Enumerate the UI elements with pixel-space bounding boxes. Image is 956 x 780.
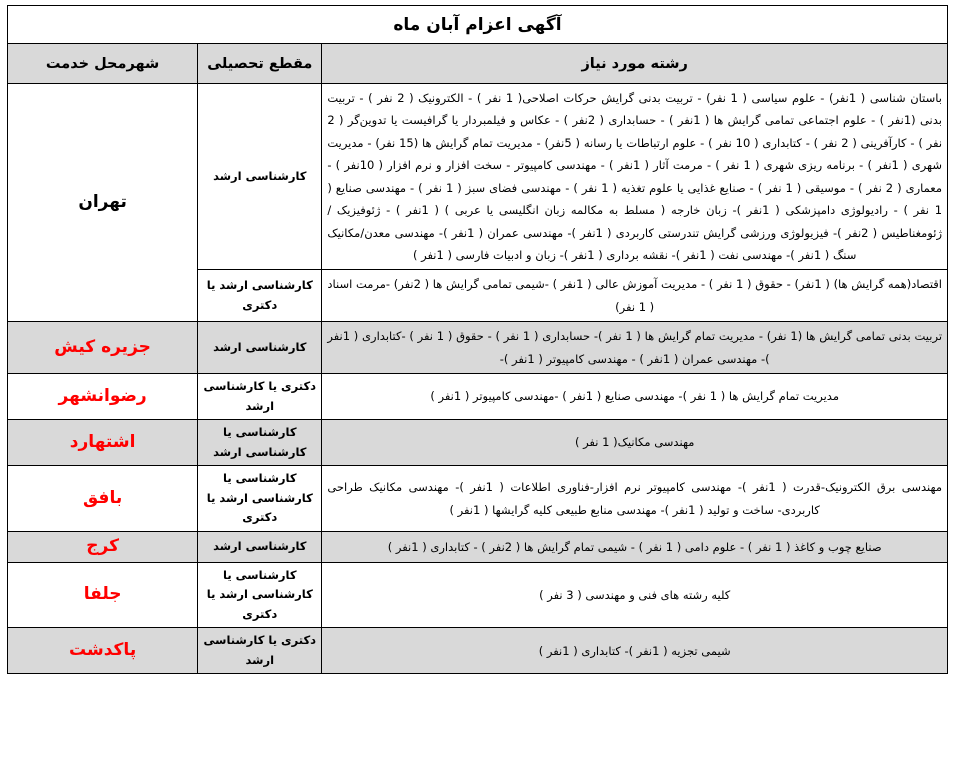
cell-field: مهندسی برق الکترونیک-قدرت ( 1نفر )- مهندسی کامپیوتر نرم افزار-فناوری اطلاعات ( 1نفر )- مهندسی مکانیک طراحی کاربردی- ساخت و تولید ( 1نفر )- مهندسی منابع طبیعی کلیه گرایشها ( 1نفر ): [322, 466, 948, 532]
cell-degree: کارشناسی ارشد: [198, 531, 322, 562]
cell-city: پاکدشت: [8, 628, 198, 674]
cell-field: صنایع چوب و کاغذ ( 1 نفر ) - علوم دامی ( 1 نفر ) - شیمی تمام گرایش ها ( 2نفر ) - کتابداری ( 1نفر ): [322, 531, 948, 562]
cell-city: جزیره کیش: [8, 322, 198, 374]
cell-city: کرج: [8, 531, 198, 562]
cell-degree: دکتری یا کارشناسی ارشد: [198, 374, 322, 420]
cell-city: اشتهارد: [8, 420, 198, 466]
cell-field: شیمی تجزیه ( 1نفر )- کتابداری ( 1نفر ): [322, 628, 948, 674]
cell-degree: کارشناسی یا کارشناسی ارشد یا دکتری: [198, 562, 322, 628]
table-row: [8, 322, 948, 374]
cell-field: کلیه رشته های فنی و مهندسی ( 3 نفر ): [322, 562, 948, 628]
table-row: [8, 628, 948, 674]
column-header-field: رشته مورد نیاز: [322, 44, 948, 84]
table-row: [8, 562, 948, 628]
page-title: آگهی اعزام آبان ماه: [8, 6, 948, 44]
table-body: [8, 6, 948, 674]
table-row: [8, 374, 948, 420]
cell-field: اقتصاد(همه گرایش ها) ( 1نفر) - حقوق ( 1 نفر ) - مدیریت آموزش عالی ( 1نفر ) -شیمی تمامی گرایش ها ( 2نفر) -مرمت اسناد ( 1 نفر): [322, 270, 948, 322]
cell-field: مهندسی مکانیک( 1 نفر ): [322, 420, 948, 466]
cell-field: باستان شناسی ( 1نفر) - علوم سیاسی ( 1 نفر) - تربیت بدنی گرایش حرکات اصلاحی( 1 نفر ) - الکترونیک ( 2 نفر ) - تربیت بدنی (1نفر ) - علوم اجتماعی تمامی گرایش ها ( 1نفر ) - حسابداری ( 2نفر ) - عکاس و فیلمبردار یا گرافیست یا تدوین‌گر ( 2 نفر ) - کارآفرینی ( 2 نفر ) - کتابداری ( 10 نفر ) - علوم ارتباطات یا رسانه ( 5نفر) - مدیریت تمام گرایش ها (15 نفر) - مدیریت شهری ( 1نفر ) - برنامه ریزی شهری ( 1 نفر ) - مرمت آثار ( 1نفر ) - مهندسی کامپیوتر - سخت افزار و نرم افزار ( 10نفر ) - معماری ( 2 نفر ) - موسیقی ( 1 نفر ) - صنایع غذایی یا علوم تغذیه ( 1 نفر ) - مهندسی فضای سبز ( 1 نفر ) - مهندسی صنایع ( 1 نفر ) - رادیولوژی دامپزشکی ( 1نفر )- زبان خارجه ( مسلط به مکالمه زبان انگلیسی یا عربی ) ( 1نفر ) - ژئوفیزیک / ژئومغناطیس ( 2نفر )- فیزیولوژی ورزشی گرایش تندرستی کاربردی ( 1نفر )- مهندسی عمران ( 1نفر )- مهندسی معدن/مکانیک سنگ ( 1نفر )- مهندسی نفت ( 1نفر )- نقشه برداری ( 1نفر )- زبان و ادبیات فارسی ( 1نفر ): [322, 84, 948, 270]
table-row: [8, 531, 948, 562]
table-header-row: [8, 44, 948, 84]
table-row: [8, 84, 948, 270]
cell-city: جلفا: [8, 562, 198, 628]
cell-degree: کارشناسی ارشد یا دکتری: [198, 270, 322, 322]
cell-city: رضوانشهر: [8, 374, 198, 420]
table-row: [8, 420, 948, 466]
cell-degree: کارشناسی ارشد: [198, 322, 322, 374]
cell-degree: دکتری یا کارشناسی ارشد: [198, 628, 322, 674]
column-header-degree: مقطع تحصیلی: [198, 44, 322, 84]
table-row: [8, 466, 948, 532]
cell-city: تهران: [8, 84, 198, 322]
cell-degree: کارشناسی یا کارشناسی ارشد یا دکتری: [198, 466, 322, 532]
cell-field: تربیت بدنی تمامی گرایش ها (1 نفر) - مدیریت تمام گرایش ها ( 1 نفر )- حسابداری ( 1 نفر ) - حقوق ( 1 نفر ) -کتابداری ( 1نفر )- مهندسی عمران ( 1نفر ) - مهندسی کامپیوتر ( 1نفر )-: [322, 322, 948, 374]
column-header-city: شهرمحل خدمت: [8, 44, 198, 84]
announcement-table-container: [7, 5, 948, 674]
cell-city: بافق: [8, 466, 198, 532]
title-row: [8, 6, 948, 44]
cell-field: مدیریت تمام گرایش ها ( 1 نفر )- مهندسی صنایع ( 1نفر ) -مهندسی کامپیوتر ( 1نفر ): [322, 374, 948, 420]
cell-degree: کارشناسی یا کارشناسی ارشد: [198, 420, 322, 466]
cell-degree: کارشناسی ارشد: [198, 84, 322, 270]
announcement-table: [7, 5, 948, 674]
